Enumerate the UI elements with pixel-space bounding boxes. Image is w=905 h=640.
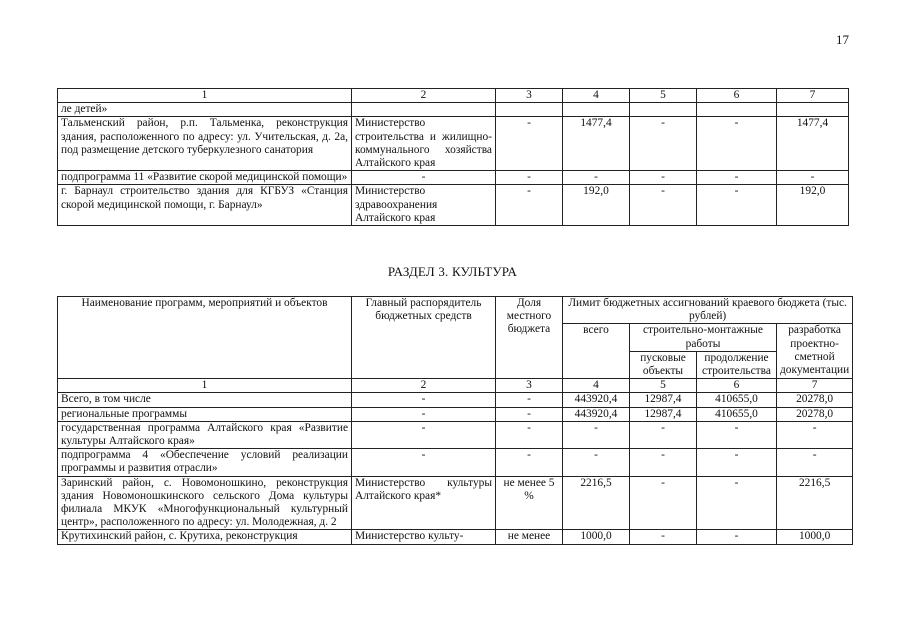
row-design: -: [777, 421, 853, 448]
table-row: [58, 171, 849, 185]
row-launch: -: [630, 449, 697, 476]
column-number-row: [58, 89, 849, 103]
table-row: [58, 393, 853, 407]
table-continuation: [57, 88, 849, 226]
table-row: [58, 103, 849, 117]
row-launch: -: [630, 185, 697, 226]
row-continuation: 410655,0: [697, 407, 777, 421]
col-number: 7: [777, 379, 853, 393]
col-number: 2: [352, 89, 496, 103]
header-admin: Главный распорядитель бюджетных средств: [352, 297, 496, 379]
row-admin: -: [352, 393, 496, 407]
row-total: 1000,0: [563, 530, 630, 544]
row-continuation: -: [697, 117, 777, 171]
table-row: [58, 407, 853, 421]
row-admin: Министерство здравоохранения Алтайского края: [352, 185, 496, 226]
table-row: [58, 449, 853, 476]
row-admin: -: [352, 407, 496, 421]
col-number: 2: [352, 379, 496, 393]
header-name: Наименование программ, мероприятий и объектов: [58, 297, 352, 379]
row-design: 192,0: [777, 185, 849, 226]
row-design: [777, 103, 849, 117]
header-total: всего: [563, 324, 630, 379]
row-launch: [630, 103, 697, 117]
row-name: ле детей»: [58, 103, 352, 117]
row-continuation: -: [697, 449, 777, 476]
row-name: г. Барнаул строительство здания для КГБУЗ «Станция скорой медицинской помощи, г. Барнаул»: [58, 185, 352, 226]
row-admin: -: [352, 171, 496, 185]
row-name: подпрограмма 4 «Обеспечение условий реализации программы и развития отрасли»: [58, 449, 352, 476]
row-continuation: -: [697, 476, 777, 530]
row-share: не менее: [496, 530, 563, 544]
col-number: 6: [697, 89, 777, 103]
row-name: подпрограмма 11 «Развитие скорой медицинской помощи»: [58, 171, 352, 185]
row-continuation: -: [697, 421, 777, 448]
row-design: 1000,0: [777, 530, 853, 544]
row-total: 443920,4: [563, 407, 630, 421]
row-name: региональные программы: [58, 407, 352, 421]
header-construction: строительно-монтажные работы: [630, 324, 777, 351]
row-launch: -: [630, 530, 697, 544]
row-total: 2216,5: [563, 476, 630, 530]
row-total: -: [563, 171, 630, 185]
col-number: 1: [58, 379, 352, 393]
col-number: 4: [563, 379, 630, 393]
row-launch: -: [630, 171, 697, 185]
row-continuation: 410655,0: [697, 393, 777, 407]
row-design: 20278,0: [777, 393, 853, 407]
table-row: [58, 530, 853, 544]
row-total: [563, 103, 630, 117]
row-design: 2216,5: [777, 476, 853, 530]
header-limit: Лимит бюджетных ассигнований краевого бюджета (тыс. рублей): [563, 297, 853, 324]
row-share: -: [496, 449, 563, 476]
row-name: государственная программа Алтайского края «Развитие культуры Алтайского края»: [58, 421, 352, 448]
header-design: разработка проектно-сметной документации: [777, 324, 853, 379]
row-continuation: -: [697, 171, 777, 185]
header-share: Доля местного бюджета: [496, 297, 563, 379]
row-share: -: [496, 393, 563, 407]
row-continuation: -: [697, 530, 777, 544]
row-share: -: [496, 117, 563, 171]
col-number: 1: [58, 89, 352, 103]
col-number: 5: [630, 379, 697, 393]
row-admin: Министерство культу-: [352, 530, 496, 544]
header-row: [58, 297, 853, 324]
row-continuation: -: [697, 185, 777, 226]
column-number-row: [58, 379, 853, 393]
row-total: 192,0: [563, 185, 630, 226]
row-total: -: [563, 449, 630, 476]
row-design: 20278,0: [777, 407, 853, 421]
row-admin: -: [352, 449, 496, 476]
row-share: [496, 103, 563, 117]
row-total: 1477,4: [563, 117, 630, 171]
table-culture: [57, 296, 853, 545]
table-row: [58, 421, 853, 448]
row-launch: 12987,4: [630, 393, 697, 407]
row-design: -: [777, 449, 853, 476]
col-number: 4: [563, 89, 630, 103]
row-launch: -: [630, 117, 697, 171]
row-share: -: [496, 171, 563, 185]
row-name: Всего, в том числе: [58, 393, 352, 407]
row-admin: [352, 103, 496, 117]
row-admin: Министерство культуры Алтайского края*: [352, 476, 496, 530]
row-continuation: [697, 103, 777, 117]
row-launch: -: [630, 421, 697, 448]
row-name: Крутихинский район, с. Крутиха, реконструкция: [58, 530, 352, 544]
row-launch: -: [630, 476, 697, 530]
col-number: 6: [697, 379, 777, 393]
row-launch: 12987,4: [630, 407, 697, 421]
row-design: 1477,4: [777, 117, 849, 171]
section-title: РАЗДЕЛ 3. КУЛЬТУРА: [387, 264, 518, 279]
row-share: не менее 5 %: [496, 476, 563, 530]
col-number: 3: [496, 379, 563, 393]
col-number: 3: [496, 89, 563, 103]
col-number: 5: [630, 89, 697, 103]
table-row: [58, 185, 849, 226]
row-share: -: [496, 421, 563, 448]
table-row: [58, 117, 849, 171]
row-total: 443920,4: [563, 393, 630, 407]
table-row: [58, 476, 853, 530]
col-number: 7: [777, 89, 849, 103]
row-design: -: [777, 171, 849, 185]
row-share: -: [496, 185, 563, 226]
row-admin: -: [352, 421, 496, 448]
row-name: Заринский район, с. Новомоношкино, реконструкция здания Новомоношкинского сельского Дома культуры филиала МКУК «Многофункциональный культурный центр», расположенного по адресу: ул. Молодежная, д. 2: [58, 476, 352, 530]
row-share: -: [496, 407, 563, 421]
page-number: 17: [836, 32, 849, 47]
header-launch: пусковые объекты: [630, 351, 697, 378]
row-admin: Министерство строительства и жилищно-коммунального хозяйства Алтайского края: [352, 117, 496, 171]
header-continuation: продолжение строительства: [697, 351, 777, 378]
row-name: Тальменский район, р.п. Тальменка, реконструкция здания, расположенного по адресу: ул. Учительская, д. 2а, под размещение детского туберкулезного санатория: [58, 117, 352, 171]
row-total: -: [563, 421, 630, 448]
